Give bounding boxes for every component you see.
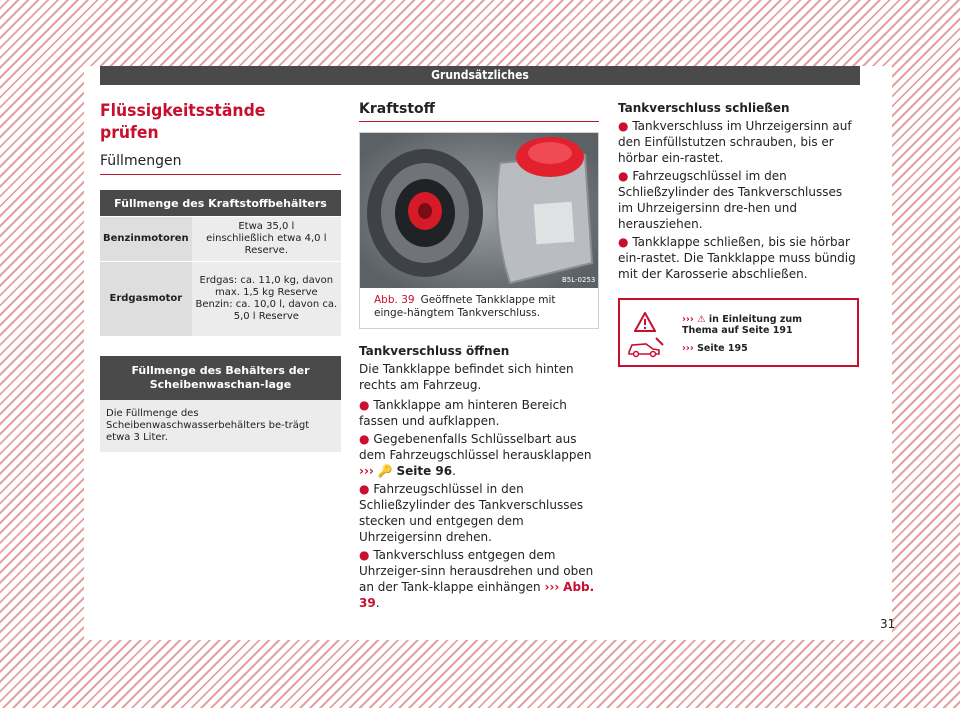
washer-capacity-table (100, 356, 341, 452)
figure (359, 132, 599, 329)
figure-label: Abb. 39 (374, 294, 415, 306)
table-row-label: Erdgasmotor (100, 262, 192, 336)
figure-caption-text: Geöffnete Tankklappe mit einge-hängtem Tankverschluss. (374, 294, 556, 319)
right-column (618, 100, 859, 367)
link-arrow: ››› (544, 580, 560, 594)
key-icon: 🔑 (377, 464, 393, 478)
page-number: 31 (880, 617, 896, 631)
fuel-capacity-table (100, 190, 341, 336)
open-step: ● Gegebenenfalls Schlüsselbart aus dem Fahrzeugschlüssel herausklappen ››› 🔑 Seite 96. (359, 432, 592, 478)
table-body: Die Füllmenge des Scheibenwaschwasserbehälters be-trägt etwa 3 Liter. (100, 400, 341, 452)
open-step: ● Fahrzeugschlüssel in den Schließzylinder des Tankverschlusses stecken und entgegen dem Uhrzeigersinn drehen. (359, 482, 584, 544)
figure-code: B5L-0253 (562, 276, 596, 284)
page-reference[interactable]: Seite 96 (396, 464, 453, 478)
table-row-value: Etwa 35,0 l einschließlich etwa 4,0 l Reserve. (192, 217, 341, 262)
table-row-label: Benzinmotoren (100, 217, 192, 262)
close-title: Tankverschluss schließen (618, 101, 790, 115)
table-header: Füllmenge des Behälters der Scheibenwaschan-lage (100, 356, 341, 400)
fuel-flap-photo (360, 133, 598, 288)
figure-reference[interactable]: Abb. 39 (359, 580, 595, 610)
left-column (100, 100, 341, 452)
table-row (100, 262, 341, 336)
reference-box (618, 298, 859, 367)
middle-column (359, 100, 599, 611)
open-title: Tankverschluss öffnen (359, 344, 510, 358)
table-row-value: Erdgas: ca. 11,0 kg, davon max. 1,5 kg Reserve Benzin: ca. 10,0 l, davon ca. 5,0 l Reserve (192, 262, 341, 336)
warning-icon (634, 312, 656, 332)
table-row (100, 217, 341, 262)
link-arrow: ››› (359, 464, 374, 478)
close-step: ● Tankverschluss im Uhrzeigersinn auf den Einfüllstutzen schrauben, bis er hörbar ein-rastet. (618, 119, 852, 165)
open-step: ● Tankklappe am hinteren Bereich fassen und aufklappen. (359, 398, 567, 428)
warning-reference[interactable]: ››› ⚠ in Einleitung zum Thema auf Seite 191 (682, 314, 803, 336)
book-reference[interactable]: ››› Seite 195 (682, 343, 748, 354)
car-wrench-icon (626, 336, 666, 358)
section-heading: Kraftstoff (359, 100, 599, 122)
table-header: Füllmenge des Kraftstoffbehälters (100, 190, 341, 217)
fuel-flap-illustration (360, 133, 598, 288)
open-step: ● Tankverschluss entgegen dem Uhrzeiger-sinn herausdrehen und oben an der Tank-klappe einhängen ››› Abb. 39. (359, 548, 595, 610)
section-subtitle: Füllmengen (100, 152, 341, 175)
open-intro: Die Tankklappe befindet sich hinten rechts am Fahrzeug. (359, 362, 574, 392)
page-title: Flüssigkeitsstände prüfen (100, 101, 266, 143)
close-step: ● Fahrzeugschlüssel im den Schließzylinder des Tankverschlusses im Uhrzeigersinn dre-hen und herausziehen. (618, 169, 843, 231)
section-header: Grundsätzliches (100, 66, 860, 85)
figure-caption (360, 288, 598, 328)
close-step: ● Tankklappe schließen, bis sie hörbar ein-rastet. Die Tankklappe muss bündig mit der Karosserie abschließen. (618, 235, 856, 281)
